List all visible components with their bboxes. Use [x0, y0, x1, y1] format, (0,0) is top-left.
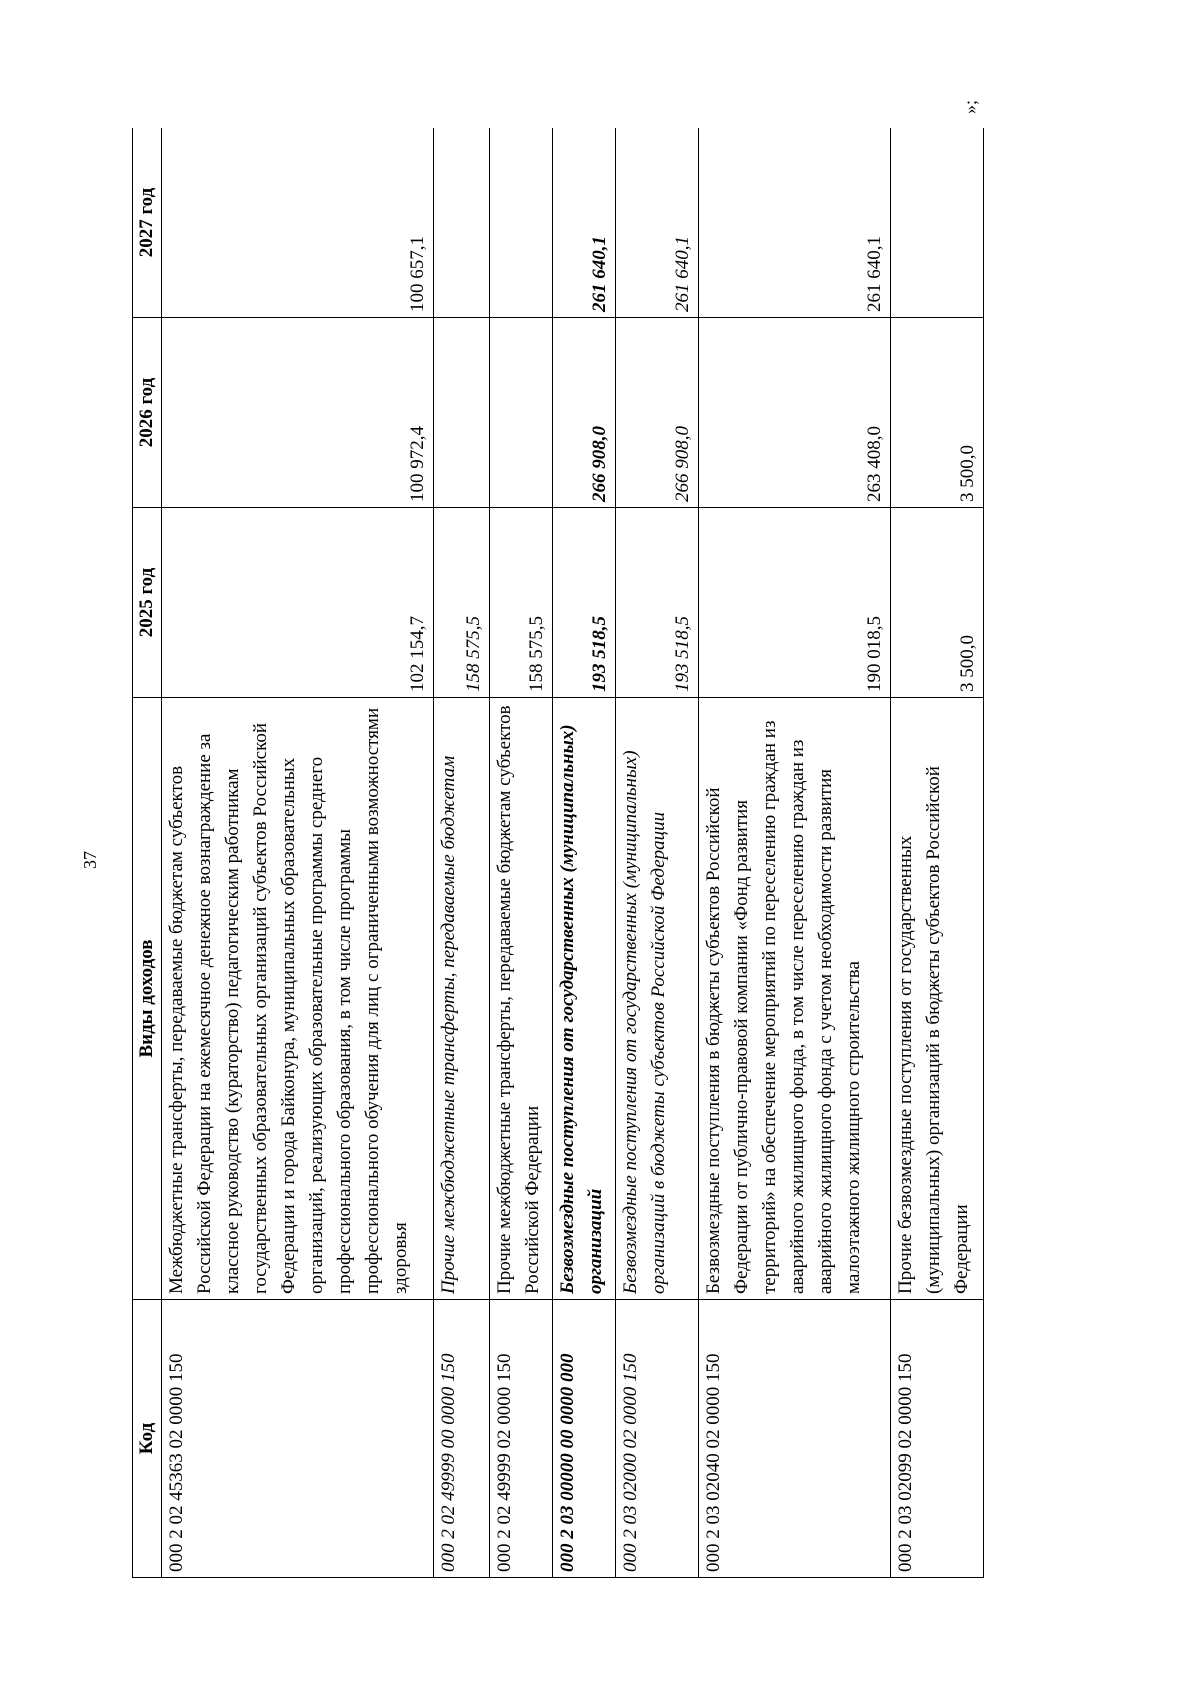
row-2026: 263 408,0: [698, 318, 890, 508]
closing-quote-mark: »;: [960, 100, 980, 115]
row-name: Прочие межбюджетные трансферты, передаваемые бюджетам: [434, 698, 490, 1300]
table-row: [698, 128, 890, 1578]
table-row: [489, 128, 552, 1578]
row-2025: 193 518,5: [615, 508, 698, 698]
row-2026: 266 908,0: [615, 318, 698, 508]
row-2026: [489, 318, 552, 508]
row-code: 000 2 03 02099 02 0000 150: [891, 1300, 984, 1578]
row-name: Прочие межбюджетные трансферты, передаваемые бюджетам субъектов Российской Федерации: [489, 698, 552, 1300]
row-code: 000 2 03 00000 00 0000 000: [552, 1300, 615, 1578]
row-2027: 261 640,1: [552, 128, 615, 318]
row-2026: 3 500,0: [891, 318, 984, 508]
header-2026: 2026 год: [133, 318, 162, 508]
row-code: 000 2 02 49999 02 0000 150: [489, 1300, 552, 1578]
row-2025: 158 575,5: [489, 508, 552, 698]
row-2026: 266 908,0: [552, 318, 615, 508]
header-2025: 2025 год: [133, 508, 162, 698]
table-row: [552, 128, 615, 1578]
row-2025: 158 575,5: [434, 508, 490, 698]
row-code: 000 2 02 49999 00 0000 150: [434, 1300, 490, 1578]
table-row: [434, 128, 490, 1578]
row-name: Безвозмездные поступления от государственных (муниципальных) организаций в бюджеты субъектов Российской Федерации: [615, 698, 698, 1300]
row-name: Безвозмездные поступления от государственных (муниципальных) организаций: [552, 698, 615, 1300]
row-2025: 102 154,7: [162, 508, 434, 698]
row-2025: 190 018,5: [698, 508, 890, 698]
row-2025: 3 500,0: [891, 508, 984, 698]
header-name: Виды доходов: [133, 698, 162, 1300]
row-2026: 100 972,4: [162, 318, 434, 508]
row-code: 000 2 03 02040 02 0000 150: [698, 1300, 890, 1578]
row-2027: [489, 128, 552, 318]
row-2026: [434, 318, 490, 508]
row-name: Безвозмездные поступления в бюджеты субъектов Российской Федерации от публично-правовой компании «Фонд развития территорий» на обеспечение мероприятий по переселению граждан из аварийного жилищного фонда, в том числе переселению граждан из аварийного жилищного фонда с учетом необходимости развития малоэтажного жилищного строительства: [698, 698, 890, 1300]
table-row: [891, 128, 984, 1578]
row-2027: 261 640,1: [615, 128, 698, 318]
row-2027: 100 657,1: [162, 128, 434, 318]
header-2027: 2027 год: [133, 128, 162, 318]
page-number: 37: [80, 851, 100, 869]
rotated-table-wrapper: [132, 128, 984, 1578]
table-row: [162, 128, 434, 1578]
header-code: Код: [133, 1300, 162, 1578]
row-2027: [891, 128, 984, 318]
row-name: Межбюджетные трансферты, передаваемые бюджетам субъектов Российской Федерации на ежемесячное денежное вознаграждение за классное руководство (кураторство) педагогическим работникам государственных образовательных организаций субъектов Российской Федерации и города Байконура, муниципальных образовательных организаций, реализующих образовательные программы среднего профессионального образования, в том числе программы профессионального обучения для лиц с ограниченными возможностями здоровья: [162, 698, 434, 1300]
row-name: Прочие безвозмездные поступления от государственных (муниципальных) организаций в бюджеты субъектов Российской Федерации: [891, 698, 984, 1300]
header-row: [133, 128, 162, 1578]
row-2027: 261 640,1: [698, 128, 890, 318]
row-2025: 193 518,5: [552, 508, 615, 698]
revenue-table: [132, 128, 984, 1578]
row-code: 000 2 02 45363 02 0000 150: [162, 1300, 434, 1578]
table-row: [615, 128, 698, 1578]
row-2027: [434, 128, 490, 318]
row-code: 000 2 03 02000 02 0000 150: [615, 1300, 698, 1578]
table-frame: [132, 128, 984, 1578]
